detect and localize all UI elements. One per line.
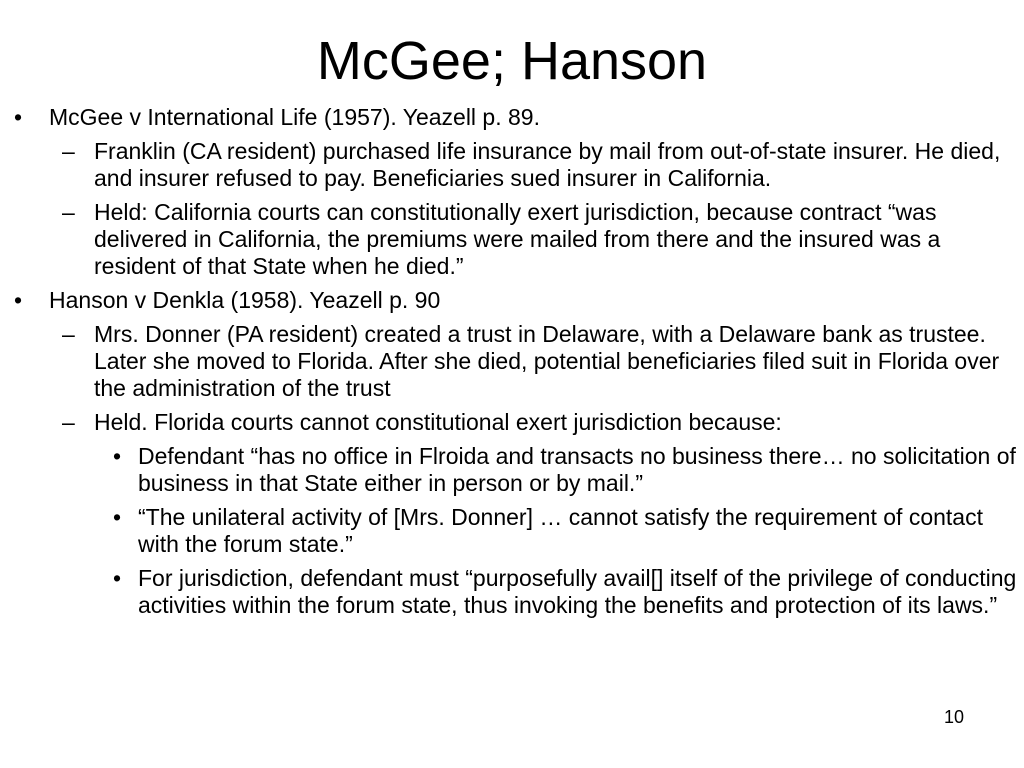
bullet-marker: •	[113, 565, 122, 591]
subsubbullet-text: For jurisdiction, defendant must “purposefully avail[] itself of the privilege of conducting activities within the forum state, thus invoking the benefits and protection of its laws.”	[138, 565, 1017, 618]
bullet-text: Hanson v Denkla (1958). Yeazell p. 90	[49, 287, 441, 313]
dash-marker: –	[62, 321, 75, 347]
subbullet-text: Franklin (CA resident) purchased life insurance by mail from out-of-state insurer. He died, and insurer refused to pay. Beneficiaries sued insurer in California.	[94, 138, 1001, 191]
bullet-marker: •	[113, 504, 122, 530]
dash-marker: –	[62, 199, 75, 225]
subsubbullet-no-office	[0, 443, 1024, 497]
subbullet-text: Held: California courts can constitutionally exert jurisdiction, because contract “was delivered in California, the premiums were mailed from there and the insured was a resident of that State when he died.”	[94, 199, 941, 279]
subsubbullet-unilateral-activity	[0, 504, 1024, 558]
slide-body	[0, 104, 1024, 626]
subsubbullet-purposeful-availment	[0, 565, 1024, 619]
subsubbullet-text: “The unilateral activity of [Mrs. Donner] … cannot satisfy the requirement of contact with the forum state.”	[138, 504, 983, 557]
subbullet-text: Held. Florida courts cannot constitutional exert jurisdiction because:	[94, 409, 782, 435]
subsubbullet-text: Defendant “has no office in Flroida and transacts no business there… no solicitation of business in that State either in person or by mail.”	[138, 443, 1016, 496]
bullet-hanson-case	[0, 287, 1024, 314]
bullet-marker: •	[14, 104, 23, 130]
bullet-mcgee-case	[0, 104, 1024, 131]
dash-marker: –	[62, 409, 75, 435]
dash-marker: –	[62, 138, 75, 164]
bullet-marker: •	[113, 443, 122, 469]
bullet-marker: •	[14, 287, 23, 313]
subbullet-hanson-holding	[0, 409, 1024, 436]
subbullet-text: Mrs. Donner (PA resident) created a trust in Delaware, with a Delaware bank as trustee. Later she moved to Florida. After she died, potential beneficiaries filed suit in Florida over the administration of the trust	[94, 321, 1000, 401]
subbullet-mcgee-holding	[0, 199, 1024, 280]
slide-number: 10	[943, 707, 964, 727]
subbullet-mcgee-facts	[0, 138, 1024, 192]
slide-title: McGee; Hanson	[316, 31, 708, 91]
subbullet-hanson-facts	[0, 321, 1024, 402]
bullet-text: McGee v International Life (1957). Yeazell p. 89.	[49, 104, 540, 130]
